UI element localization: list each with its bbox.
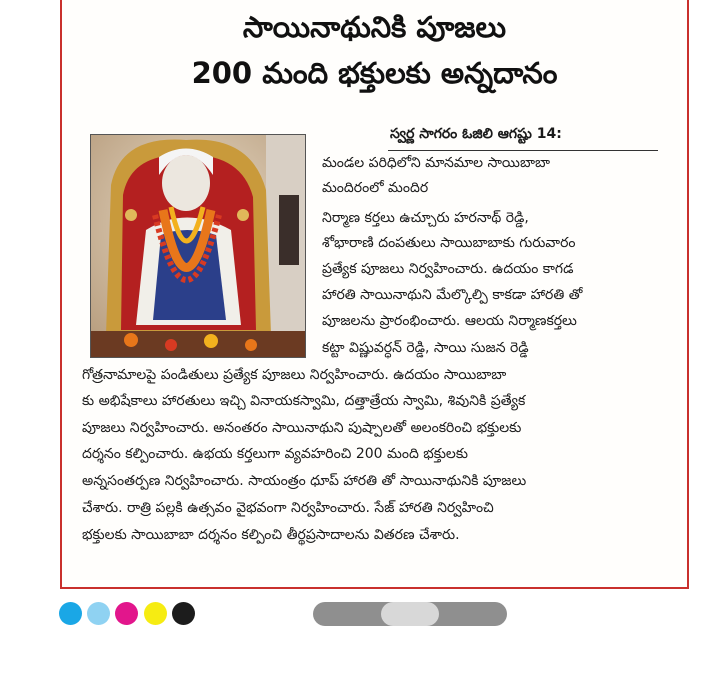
body-line: భక్తులకు సాయిబాబా దర్శనం కల్పించి తీర్థప్రసాదాలను వితరణ చేశారు. [82, 527, 460, 543]
sai-baba-idol-photo [90, 134, 306, 358]
body-line: శోభారాణి దంపతులు సాయిబాబాకు గురువారం [322, 235, 576, 251]
body-line: మండల పరిధిలోని మానమాల సాయిబాబా [322, 155, 550, 171]
body-line: మందిరంలో మందిర [322, 180, 429, 196]
headline-primary: సాయినాథునికి పూజలు [242, 10, 507, 44]
scrollbar-thumb[interactable] [381, 602, 439, 626]
dateline-underline [388, 150, 658, 151]
idol-illustration [91, 135, 305, 357]
body-line: పూజలు నిర్వహించారు. అనంతరం సాయినాథుని పుష్పాలతో అలంకరించి భక్తులకు [82, 420, 522, 436]
body-line: కు అభిషేకాలు హారతులు ఇచ్చి వినాయకస్వామి, దత్తాత్రేయ స్వామి, శివునికి ప్రత్యేక [82, 393, 526, 409]
body-line: ప్రత్యేక పూజలు నిర్వహించారు. ఉదయం కాగడ [322, 261, 574, 277]
swatch-black [172, 602, 195, 625]
body-line: చేశారు. రాత్రి పల్లకి ఉత్సవం వైభవంగా నిర్వహించారు. సేజ్ హారతి నిర్వహించి [82, 500, 494, 516]
dateline: స్వర్ణ సాగరం ఓజిలి ఆగష్టు 14: [390, 126, 562, 142]
body-line: పూజలను ప్రారంభించారు. ఆలయ నిర్మాణకర్తలు [322, 313, 577, 329]
swatch-cyan [59, 602, 82, 625]
horizontal-scrollbar[interactable] [313, 602, 507, 626]
swatch-light-cyan [87, 602, 110, 625]
news-article [60, 0, 689, 589]
body-line: గోత్రనామాలపై పండితులు ప్రత్యేక పూజలు నిర్వహించారు. ఉదయం సాయిబాబా [82, 367, 507, 383]
body-line: దర్శనం కల్పించారు. ఉభయ కర్తలుగా వ్యవహరించి 200 మంది భక్తులకు [82, 446, 469, 462]
body-line: కట్టా విష్ణువర్ధన్ రెడ్డి, సాయి సుజన రెడ్డి [322, 340, 529, 356]
swatch-yellow [144, 602, 167, 625]
body-line: నిర్మాణ కర్తలు ఉచ్చూరు హరనాథ్ రెడ్డి, [322, 210, 529, 226]
headline-secondary: 200 మంది భక్తులకు అన్నదానం [191, 56, 558, 90]
body-line: హారతి సాయినాథుని మేల్కొల్పి కాకడా హారతి తో [322, 287, 583, 303]
body-line: అన్నసంతర్పణ నిర్వహించారు. సాయంత్రం ధూప్ హారతి తో సాయినాథునికి పూజలు [82, 473, 527, 489]
swatch-magenta [115, 602, 138, 625]
